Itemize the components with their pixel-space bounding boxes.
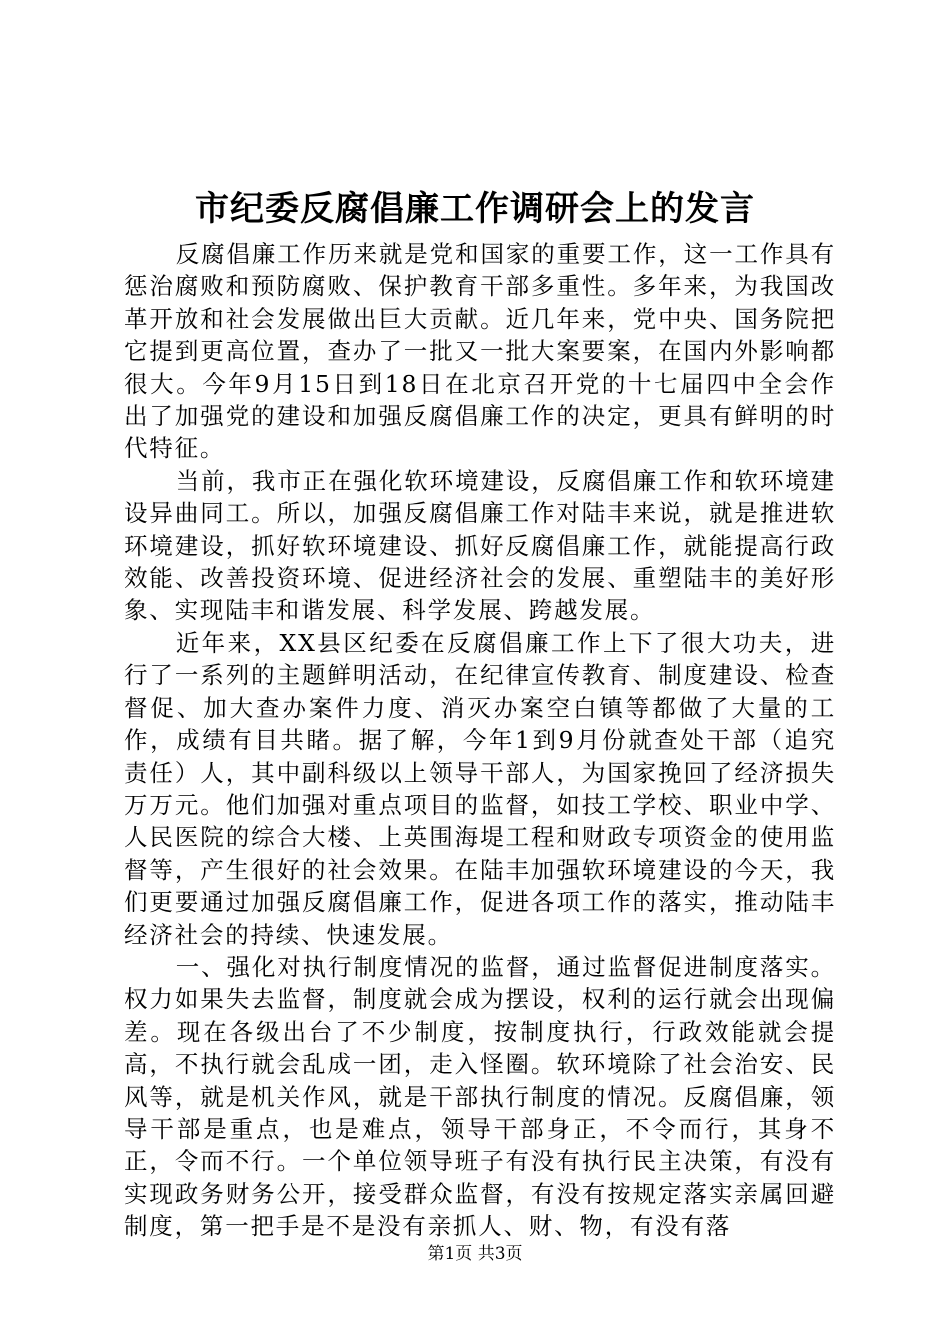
paragraph-2: 当前，我市正在强化软环境建设，反腐倡廉工作和软环境建设异曲同工。所以，加强反腐倡廉工作对陆丰来说，就是推进软环境建设，抓好软环境建设、抓好反腐倡廉工作，就能提高行政效能、改善投资环境、促进经济社会的发展、重塑陆丰的美好形象、实现陆丰和谐发展、科学发展、跨越发展。 bbox=[124, 466, 836, 625]
page-footer: 第1页 共3页 bbox=[427, 1244, 523, 1264]
paragraph-4: 一、强化对执行制度情况的监督，通过监督促进制度落实。权力如果失去监督，制度就会成为摆设，权利的运行就会出现偏差。现在各级出台了不少制度，按制度执行，行政效能就会提高，不执行就会乱成一团，走入怪圈。软环境除了社会治安、民风等，就是机关作风，就是干部执行制度的情况。反腐倡廉，领导干部是重点，也是难点，领导干部身正，不令而行，其身不正，令而不行。一个单位领导班子有没有执行民主决策，有没有实现政务财务公开，接受群众监督，有没有按规定落实亲属回避制度，第一把手是不是没有亲抓人、财、物，有没有落 bbox=[124, 952, 836, 1241]
document-title: 市纪委反腐倡廉工作调研会上的发言 bbox=[195, 189, 755, 229]
paragraph-1: 反腐倡廉工作历来就是党和国家的重要工作，这一工作具有惩治腐败和预防腐败、保护教育干部多重性。多年来，为我国改革开放和社会发展做出巨大贡献。近几年来，党中央、国务院把它提到更高位置，查办了一批又一批大案要案，在国内外影响都很大。今年9月15日到18日在北京召开党的十七届四中全会作出了加强党的建设和加强反腐倡廉工作的决定，更具有鲜明的时代特征。 bbox=[124, 240, 836, 463]
document-body bbox=[124, 238, 836, 1243]
paragraph-3: 近年来，XX县区纪委在反腐倡廉工作上下了很大功夫，进行了一系列的主题鲜明活动，在纪律宣传教育、制度建设、检查督促、加大查办案件力度、消灭办案空白镇等都做了大量的工作，成绩有目共睹。据了解，今年1到9月份就查处干部（追究责任）人，其中副科级以上领导干部人，为国家挽回了经济损失万万元。他们加强对重点项目的监督，如技工学校、职业中学、人民医院的综合大楼、上英围海堤工程和财政专项资金的使用监督等，产生很好的社会效果。在陆丰加强软环境建设的今天，我们更要通过加强反腐倡廉工作，促进各项工作的落实，推动陆丰经济社会的持续、快速发展。 bbox=[124, 628, 836, 949]
